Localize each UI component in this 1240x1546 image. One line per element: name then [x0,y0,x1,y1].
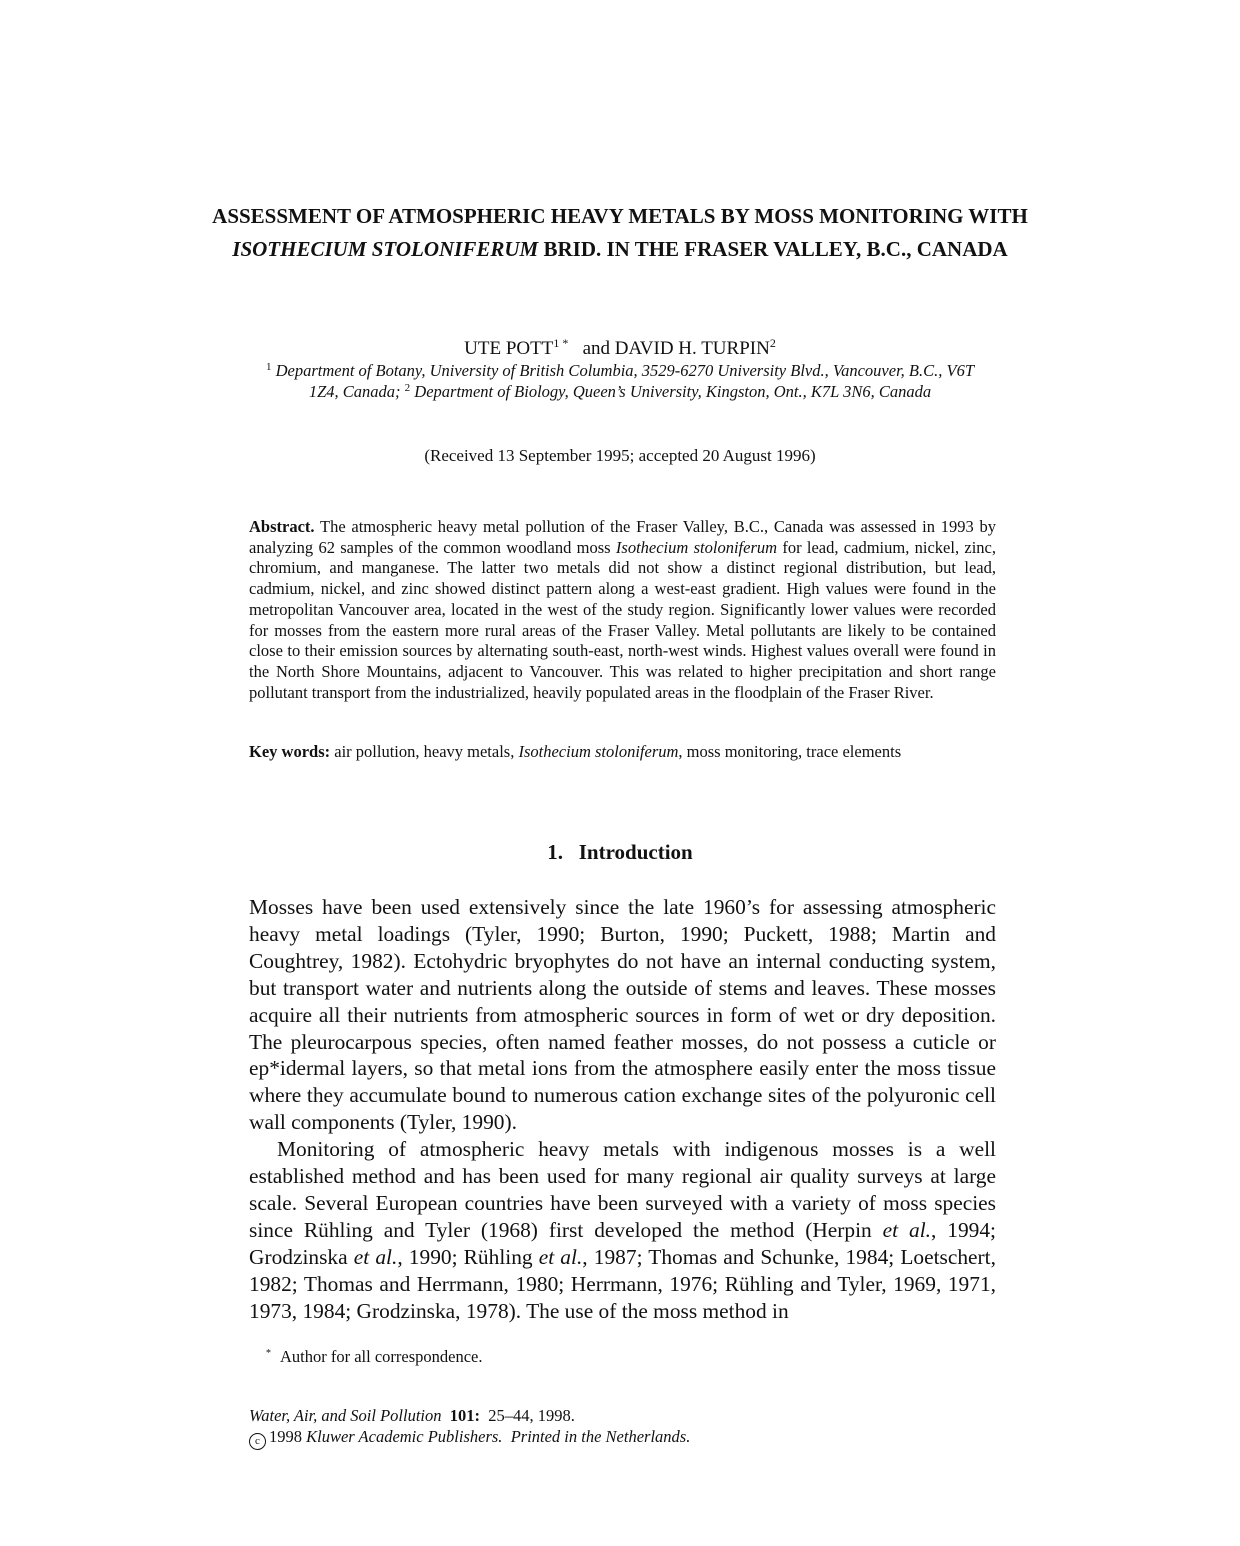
et-al-3: et al. [538,1244,583,1269]
abstract-text-end: for lead, cadmium, nickel, zinc, chromium, and manganese. The latter two metals did not show a distinct regional distribution, but lead, cadmium, nickel, and zinc showed distinct pattern along a west-east gradient. High values were found in the metropolitan Vancouver area, located in the west of the study region. Significantly lower values were recorded for mosses from the eastern more rural areas of the Fraser Valley. Metal pollutants are likely to be contained close to their emission sources by alternating south-east, north-west winds. Highest values overall were found in the North Shore Mountains, adjacent to Vancouver. This was related to higher precipitation and short range pollutant transport from the industrialized, heavily populated areas in the floodplain of the Fraser River. [249,537,996,702]
title-text-start: ASSESSMENT OF ATMOSPHERIC HEAVY METALS BY MOSS MONITORING WITH [212,204,1028,228]
section-heading [200,838,1040,866]
abstract-species: Isothecium stoloniferum [615,537,778,557]
author-2: DAVID H. TURPIN [614,338,770,359]
footnote [266,1346,966,1367]
abstract-label: Abstract. [249,517,315,536]
journal-volume: 101: [449,1406,481,1425]
paragraph-2-text-a: Monitoring of atmospheric heavy metals with indigenous mosses is a well established method and has been used for many regional air quality surveys at large scale. Several European countries have been surveyed with a variety of moss species since Rühling and Tyler (1968) first developed the method (Herpin [249,1137,996,1242]
copyright-icon: c [249,1433,266,1450]
publisher: Kluwer Academic Publishers. [306,1427,503,1446]
keywords-text-end: , moss monitoring, trace elements [678,742,902,761]
et-al-2: et al. [353,1244,398,1269]
paragraph-2-text-d: , 1987; Thomas and Schunke, 1984; Loetschert, 1982; Thomas and Herrmann, 1980; Herrmann, 1976; Rühling and Tyler, 1969, 1971, 1973, 1984; Grodzinska, 1978). The use of the moss method in [249,1244,996,1323]
footnote-text: Author for all correspondence. [280,1347,483,1366]
abstract [249,517,996,703]
affiliation-2-mark: 2 [404,382,411,394]
keywords [249,741,996,762]
author-2-mark: 2 [769,336,776,350]
affiliation-2: Department of Biology, Queen’s University, Kingston, Ont., K7L 3N6, Canada [414,382,932,401]
paper-title [200,200,1040,266]
author-1-mark: 1 * [553,336,569,350]
section-title: Introduction [578,840,693,864]
author-line [200,337,1040,361]
copyright-line [249,1426,996,1450]
affiliation-1: Department of Botany, University of British Columbia, 3529-6270 University Blvd., Vancouver, B.C., V6T 1Z4, Canada; [275,361,975,401]
paragraph-1: Mosses have been used extensively since the late 1960’s for assessing atmospheric heavy metal loadings (Tyler, 1990; Burton, 1990; Puckett, 1988; Martin and Coughtrey, 1982). Ectohydric bryophytes do not have an internal conducting system, but transport water and nutrients along the outside of stems and leaves. These mosses acquire all their nutrients from atmospheric sources in form of wet or dry deposition. The pleurocarpous species, often named feather mosses, do not possess a cuticle or ep*idermal layers, so that metal ions from the atmosphere easily enter the moss tissue where they accumulate bound to numerous cation exchange sites of the polyuronic cell wall components (Tyler, 1990). [249,895,996,1135]
title-species: ISOTHECIUM STOLONIFERUM [232,237,539,261]
keywords-species: Isothecium stoloniferum [518,742,679,761]
affiliation-1-mark: 1 [265,361,272,373]
footnote-mark: * [266,1348,271,1359]
abstract-text-start: The atmospheric heavy metal pollution of the Fraser Valley, B.C., Canada was assessed in 1993 by analyzing 62 samples of the common woodland moss [249,517,997,557]
paragraph-2-text-b: , 1994; Grodzinska [249,1217,996,1269]
journal-pages: 25–44, 1998. [488,1406,575,1425]
author-1: UTE POTT [464,338,554,359]
title-text-end: BRID. IN THE FRASER VALLEY, B.C., CANADA [538,237,1008,261]
journal-name: Water, Air, and Soil Pollution [249,1406,442,1425]
body-text [249,894,996,1325]
paragraph-2-text-c: , 1990; Rühling [397,1244,533,1269]
author-conjunction: and [582,338,611,359]
received-dates: (Received 13 September 1995; accepted 20 August 1996) [424,446,816,465]
journal-info [249,1405,996,1450]
journal-citation [249,1405,996,1426]
keywords-text-start: air pollution, heavy metals, [334,742,515,761]
paragraph-2 [249,1136,996,1324]
affiliations [250,360,990,402]
section-number: 1. [547,840,563,864]
printed-in: Printed in the Netherlands. [510,1427,691,1446]
keywords-label: Key words: [249,742,331,761]
copyright-year: 1998 [269,1427,302,1446]
et-al-1: et al. [882,1217,931,1242]
